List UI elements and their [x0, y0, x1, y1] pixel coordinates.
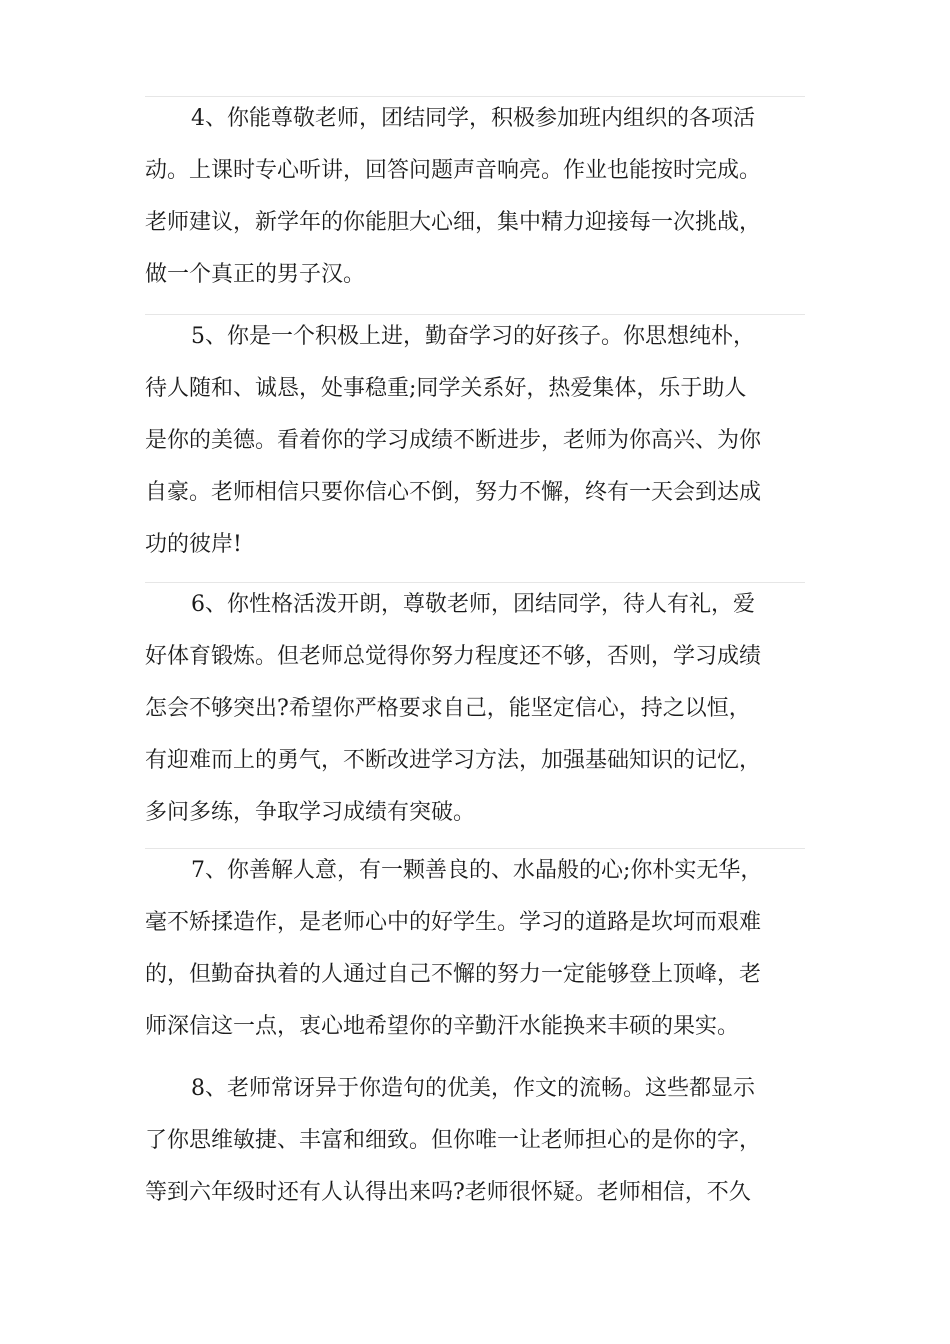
- guide-line: [145, 582, 805, 583]
- text-line: 老师建议，新学年的你能胆大心细，集中精力迎接每一次挑战，: [145, 210, 762, 235]
- text-line: 的，但勤奋执着的人通过自己不懈的努力一定能够登上顶峰，老: [145, 962, 762, 987]
- paragraph-7: [145, 858, 815, 1066]
- text-line: 8、老师常讶异于你造句的优美，作文的流畅。这些都显示: [191, 1076, 755, 1101]
- guide-line: [145, 848, 805, 849]
- guide-line: [145, 96, 805, 97]
- text-line: 多问多练，争取学习成绩有突破。: [145, 800, 476, 825]
- text-line: 等到六年级时还有人认得出来吗?老师很怀疑。老师相信，不久: [145, 1180, 751, 1205]
- text-line: 待人随和、诚恳，处事稳重;同学关系好，热爱集体，乐于助人: [145, 376, 747, 401]
- text-line: 做一个真正的男子汉。: [145, 262, 366, 287]
- text-line: 了你思维敏捷、丰富和细致。但你唯一让老师担心的是你的字，: [145, 1128, 762, 1153]
- text-line: 6、你性格活泼开朗，尊敬老师，团结同学，待人有礼，爱: [191, 592, 755, 617]
- guide-line: [145, 314, 805, 315]
- text-line: 是你的美德。看着你的学习成绩不断进步，老师为你高兴、为你: [145, 428, 762, 453]
- paragraph-5: [145, 324, 815, 584]
- text-line: 5、你是一个积极上进，勤奋学习的好孩子。你思想纯朴，: [191, 324, 755, 349]
- text-line: 7、你善解人意，有一颗善良的、水晶般的心;你朴实无华，: [191, 858, 763, 883]
- text-line: 自豪。老师相信只要你信心不倒，努力不懈，终有一天会到达成: [145, 480, 762, 505]
- text-line: 师深信这一点，衷心地希望你的辛勤汗水能换来丰硕的果实。: [145, 1014, 740, 1039]
- text-line: 动。上课时专心听讲，回答问题声音响亮。作业也能按时完成。: [145, 158, 762, 183]
- text-line: 毫不矫揉造作，是老师心中的好学生。学习的道路是坎坷而艰难: [145, 910, 762, 935]
- text-line: 好体育锻炼。但老师总觉得你努力程度还不够，否则，学习成绩: [145, 644, 762, 669]
- text-line: 4、你能尊敬老师，团结同学，积极参加班内组织的各项活: [191, 106, 755, 131]
- paragraph-4: [145, 106, 815, 314]
- text-line: 有迎难而上的勇气，不断改进学习方法，加强基础知识的记忆，: [145, 748, 762, 773]
- paragraph-6: [145, 592, 815, 852]
- text-line: 怎会不够突出?希望你严格要求自己，能坚定信心，持之以恒，: [145, 696, 751, 721]
- paragraph-8: [145, 1076, 815, 1232]
- text-line: 功的彼岸!: [145, 532, 242, 557]
